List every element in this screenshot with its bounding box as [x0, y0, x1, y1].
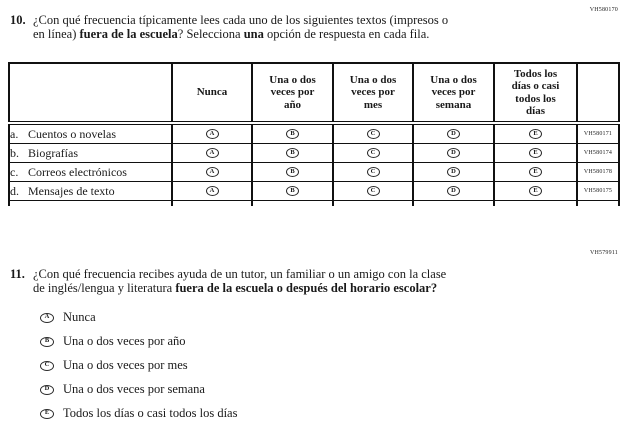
option-bubble-a[interactable]: A	[206, 167, 219, 177]
table-bottom-stub	[577, 201, 619, 206]
table-bottom-stub-row	[9, 201, 619, 206]
row-letter: d.	[10, 183, 19, 198]
option-row-everyday[interactable]	[40, 407, 237, 420]
option-bubble-e[interactable]: E	[529, 148, 542, 158]
row-letter: a.	[10, 126, 19, 141]
bubble-cell[interactable]	[413, 123, 494, 144]
frequency-matrix-table	[8, 62, 620, 206]
col-header-nunca	[172, 63, 252, 123]
question-11-line2	[33, 281, 446, 295]
option-label: Una o dos veces por mes	[63, 358, 188, 372]
header-line: veces por	[351, 86, 395, 99]
bubble-cell[interactable]	[252, 123, 333, 144]
q10-text-segment: opción de respuesta en cada fila.	[263, 27, 430, 41]
header-line: veces por	[270, 86, 315, 99]
option-row-year[interactable]	[40, 335, 237, 348]
q11-text-segment: de inglés/lengua y literatura	[33, 281, 176, 295]
bubble-cell[interactable]	[333, 123, 413, 144]
row-code: VH580171	[577, 123, 619, 144]
option-bubble-b[interactable]: B	[40, 337, 54, 347]
header-line: mes	[363, 98, 383, 111]
bubble-cell[interactable]	[413, 144, 494, 163]
bubble-cell[interactable]	[333, 182, 413, 201]
bubble-cell[interactable]	[172, 163, 252, 182]
option-bubble-a[interactable]: A	[40, 313, 54, 323]
header-code-cell	[577, 63, 619, 123]
row-letter: c.	[10, 164, 19, 179]
question-11-text	[33, 267, 446, 295]
option-row-week[interactable]	[40, 383, 237, 396]
question-10	[10, 13, 610, 41]
option-bubble-c[interactable]: C	[367, 148, 380, 158]
table-header-row	[9, 63, 619, 123]
option-bubble-a[interactable]: A	[206, 129, 219, 139]
header-line: Una o dos	[430, 73, 477, 86]
option-label: Una o dos veces por semana	[63, 382, 205, 396]
option-bubble-e[interactable]: E	[40, 409, 54, 419]
row-code: VH580178	[577, 163, 619, 182]
option-row-month[interactable]	[40, 359, 237, 372]
option-bubble-c[interactable]: C	[367, 129, 380, 139]
option-bubble-c[interactable]: C	[367, 167, 380, 177]
row-label-text: Correos electrónicos	[28, 164, 127, 179]
q10-bold-segment: fuera de la escuela	[79, 27, 178, 41]
table-row-c	[9, 163, 619, 182]
bubble-cell[interactable]	[172, 144, 252, 163]
q10-text-segment: en línea)	[33, 27, 80, 41]
option-bubble-b[interactable]: B	[286, 186, 299, 196]
option-bubble-c[interactable]: C	[40, 361, 54, 371]
question-10-line2	[33, 27, 448, 41]
question-11	[10, 267, 610, 295]
col-header-everyday	[494, 63, 577, 123]
table-row-a	[9, 123, 619, 144]
header-line: días o casi	[511, 80, 560, 92]
bubble-cell[interactable]	[333, 163, 413, 182]
bubble-cell[interactable]	[413, 163, 494, 182]
table-row-b	[9, 144, 619, 163]
header-line: Todos los	[513, 67, 558, 80]
header-line: veces por	[431, 86, 476, 99]
q10-bold-segment: una	[243, 27, 264, 41]
option-bubble-d[interactable]: D	[447, 129, 460, 139]
question-10-text	[33, 13, 448, 41]
header-line: Una o dos	[349, 73, 397, 86]
row-label-c	[9, 163, 172, 182]
header-blank-cell	[9, 63, 172, 123]
option-bubble-d[interactable]: D	[447, 186, 460, 196]
q10-text-segment: ? Selecciona	[177, 27, 244, 41]
question-11-line1: ¿Con qué frecuencia recibes ayuda de un tutor, un familiar o un amigo con la clase	[33, 267, 447, 281]
table-row-d	[9, 182, 619, 201]
option-bubble-e[interactable]: E	[529, 186, 542, 196]
header-line: días	[526, 105, 545, 117]
table-bottom-stub	[413, 201, 494, 206]
header-line: todos los	[515, 92, 556, 105]
question-11-code: VH579911	[589, 250, 618, 256]
question-11-number: 11.	[10, 267, 25, 281]
bubble-cell[interactable]	[494, 163, 577, 182]
header-line: Nunca	[196, 86, 228, 99]
q11-bold-segment: fuera de la escuela o después del horario escolar?	[175, 281, 438, 295]
header-line: Una o dos	[269, 73, 316, 86]
question-10-code: VH580170	[589, 7, 618, 13]
bubble-cell[interactable]	[413, 182, 494, 201]
row-label-text: Mensajes de texto	[28, 183, 115, 198]
bubble-cell[interactable]	[494, 144, 577, 163]
option-label: Todos los días o casi todos los días	[63, 406, 238, 420]
table-bottom-stub	[494, 201, 577, 206]
row-label-d	[9, 182, 172, 201]
option-bubble-d[interactable]: D	[447, 148, 460, 158]
bubble-cell[interactable]	[172, 123, 252, 144]
bubble-cell[interactable]	[172, 182, 252, 201]
bubble-cell[interactable]	[252, 144, 333, 163]
row-letter: b.	[10, 145, 19, 160]
bubble-cell[interactable]	[494, 123, 577, 144]
table-bottom-stub	[9, 201, 172, 206]
header-line: semana	[435, 98, 472, 111]
option-label: Nunca	[63, 310, 96, 324]
table-bottom-stub	[333, 201, 413, 206]
bubble-cell[interactable]	[494, 182, 577, 201]
row-code: VH580175	[577, 182, 619, 201]
bubble-cell[interactable]	[333, 144, 413, 163]
col-header-year	[252, 63, 333, 123]
col-header-week	[413, 63, 494, 123]
option-bubble-c[interactable]: C	[367, 186, 380, 196]
header-line: año	[283, 98, 302, 111]
option-bubble-d[interactable]: D	[40, 385, 54, 395]
bubble-cell[interactable]	[252, 182, 333, 201]
table-bottom-stub	[172, 201, 252, 206]
col-header-month	[333, 63, 413, 123]
question-10-line1: ¿Con qué frecuencia típicamente lees cada uno de los siguientes textos (impresos o	[33, 13, 449, 27]
option-bubble-b[interactable]: B	[286, 129, 299, 139]
row-label-text: Biografías	[28, 145, 78, 160]
question-11-options	[40, 311, 237, 431]
option-bubble-b[interactable]: B	[286, 167, 299, 177]
bubble-cell[interactable]	[252, 163, 333, 182]
row-label-b	[9, 144, 172, 163]
table-bottom-stub	[252, 201, 333, 206]
option-bubble-b[interactable]: B	[286, 148, 299, 158]
option-label: Una o dos veces por año	[63, 334, 186, 348]
option-bubble-e[interactable]: E	[529, 129, 542, 139]
option-bubble-d[interactable]: D	[447, 167, 460, 177]
option-bubble-a[interactable]: A	[206, 186, 219, 196]
option-bubble-e[interactable]: E	[529, 167, 542, 177]
row-label-a	[9, 123, 172, 144]
question-10-number: 10.	[10, 13, 26, 27]
row-code: VH580174	[577, 144, 619, 163]
row-label-text: Cuentos o novelas	[28, 126, 116, 141]
option-bubble-a[interactable]: A	[206, 148, 219, 158]
option-row-nunca[interactable]	[40, 311, 237, 324]
